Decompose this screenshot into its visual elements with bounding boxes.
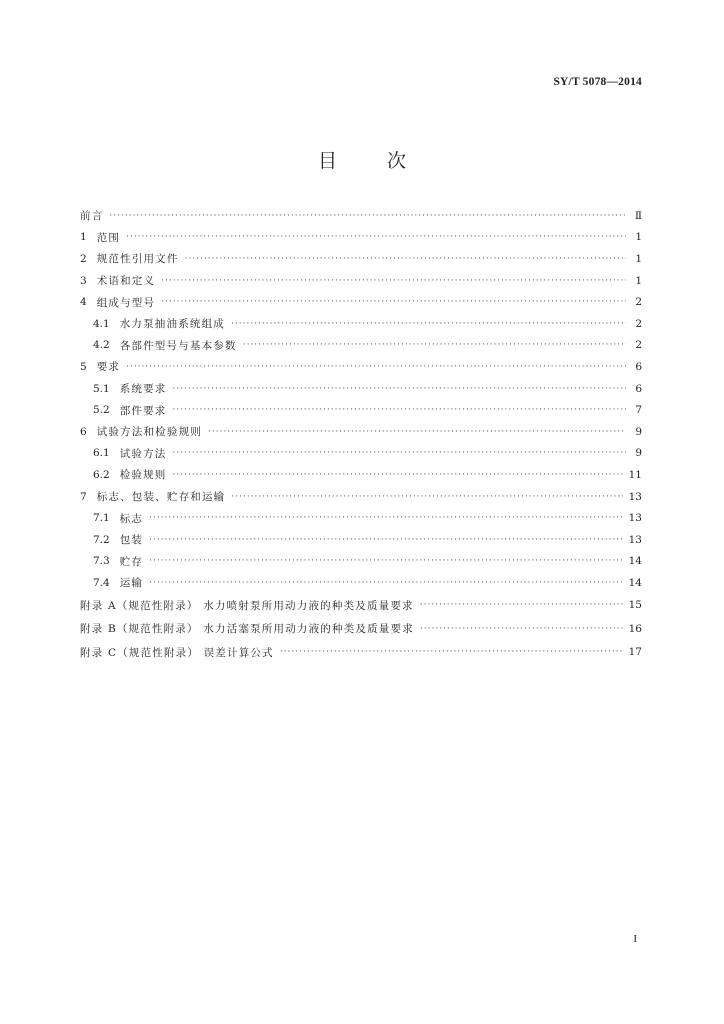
- toc-entry-page: 13: [628, 512, 642, 525]
- toc-entry-title: 前言: [80, 210, 104, 223]
- toc-entry[interactable]: [80, 291, 642, 313]
- toc-leader-dots: [126, 362, 626, 372]
- toc-entry[interactable]: [80, 227, 642, 249]
- toc-entry-number: 3: [80, 274, 87, 287]
- toc-entry-number: 6: [80, 425, 87, 438]
- toc-entry[interactable]: [80, 486, 642, 508]
- toc-leader-dots: [149, 535, 623, 545]
- toc-entry-page: Ⅱ: [634, 209, 642, 222]
- toc-leader-dots: [173, 405, 626, 415]
- toc-entry-page: 13: [628, 490, 642, 503]
- toc-leader-dots: [185, 254, 626, 264]
- toc-leader-dots: [126, 232, 626, 242]
- toc-entry-number: 7.1: [93, 512, 110, 525]
- toc-entry[interactable]: [80, 270, 642, 292]
- toc-leader-dots: [243, 340, 626, 350]
- toc-entry-page: 16: [628, 622, 642, 635]
- toc-leader-dots: [149, 556, 623, 566]
- toc-entry-page: 9: [635, 447, 642, 460]
- toc-entry-page: 9: [635, 425, 642, 438]
- toc-entry-title: 各部件型号与基本参数: [119, 339, 237, 352]
- toc-entry-title: 标志: [119, 512, 144, 525]
- toc-entry-number: 1: [80, 231, 87, 244]
- toc-entry[interactable]: [80, 464, 642, 486]
- toc-entry-title: 附录 B（规范性附录） 水力活塞泵所用动力液的种类及质量要求: [80, 623, 414, 636]
- toc-entry-title: 包装: [119, 534, 144, 547]
- toc-leader-dots: [280, 647, 623, 657]
- toc-entry-number: 5.1: [93, 382, 110, 395]
- toc-entry-title: 范围: [96, 231, 121, 244]
- toc-leader-dots: [173, 448, 626, 458]
- toc-entry-page: 6: [635, 360, 642, 373]
- toc-entry[interactable]: [80, 641, 642, 665]
- standard-code: SY/T 5078—2014: [553, 76, 642, 88]
- toc-entry[interactable]: [80, 551, 642, 573]
- toc-entry-page: 1: [635, 231, 642, 244]
- toc-entry-page: 13: [628, 533, 642, 546]
- toc-leader-dots: [173, 384, 626, 394]
- toc-entry[interactable]: [80, 421, 642, 443]
- toc-leader-dots: [420, 624, 623, 634]
- toc-entry-number: 6.2: [93, 468, 110, 481]
- page-title: [0, 146, 724, 173]
- toc-entry-title: 试验方法: [119, 447, 167, 460]
- toc-entry[interactable]: [80, 443, 642, 465]
- toc-entry-number: 2: [80, 252, 87, 265]
- toc-entry[interactable]: [80, 205, 642, 227]
- toc-entry-number: 7.4: [93, 576, 110, 589]
- toc-leader-dots: [420, 600, 623, 610]
- toc-entry[interactable]: [80, 356, 642, 378]
- toc-entry-number: 7: [80, 490, 87, 503]
- toc-entry-number: 7.2: [93, 533, 110, 546]
- toc-entry-number: 4: [80, 296, 87, 309]
- toc-entry-title: 试验方法和检验规则: [96, 426, 202, 439]
- toc-entry-number: 5.2: [93, 404, 110, 417]
- toc-entry[interactable]: [80, 594, 642, 618]
- toc-entry-title: 附录 C（规范性附录） 误差计算公式: [80, 646, 274, 659]
- toc-entry-title: 系统要求: [119, 383, 167, 396]
- toc-entry-page: 6: [635, 382, 642, 395]
- toc-leader-dots: [109, 211, 626, 221]
- toc-entry[interactable]: [80, 335, 642, 357]
- toc-entry-page: 2: [635, 317, 642, 330]
- toc-entry[interactable]: [80, 378, 642, 400]
- toc-entry-title: 规范性引用文件: [96, 253, 179, 266]
- toc-leader-dots: [208, 427, 626, 437]
- toc-entry-number: 6.1: [93, 447, 110, 460]
- toc-entry-number: 4.2: [93, 339, 110, 352]
- toc-leader-dots: [149, 578, 623, 588]
- toc-entry[interactable]: [80, 617, 642, 641]
- toc-entry[interactable]: [80, 399, 642, 421]
- toc-leader-dots: [231, 492, 622, 502]
- toc-entry[interactable]: [80, 313, 642, 335]
- toc-entry-number: 4.1: [93, 317, 110, 330]
- toc-entry-page: 1: [635, 274, 642, 287]
- toc-entry-title: 附录 A（规范性附录） 水力喷射泵所用动力液的种类及质量要求: [80, 599, 414, 612]
- toc-entry-page: 2: [635, 296, 642, 309]
- toc-entry-title: 贮存: [119, 555, 144, 568]
- toc-leader-dots: [161, 297, 626, 307]
- title-char-1: 目: [317, 150, 337, 172]
- toc-entry-page: 7: [635, 404, 642, 417]
- toc-entry[interactable]: [80, 248, 642, 270]
- title-char-2: 次: [387, 150, 407, 172]
- toc-leader-dots: [161, 276, 626, 286]
- toc-entry-title: 组成与型号: [96, 296, 156, 309]
- toc-leader-dots: [173, 470, 623, 480]
- toc-entry-number: 7.3: [93, 555, 110, 568]
- toc-entry-title: 水力泵抽油系统组成: [119, 318, 226, 331]
- toc-leader-dots: [149, 513, 623, 523]
- toc-entry-title: 检验规则: [119, 469, 167, 482]
- toc-entry-title: 部件要求: [119, 404, 167, 417]
- toc-entry-page: 15: [628, 599, 642, 612]
- toc-entry-title: 标志、包装、贮存和运输: [96, 491, 226, 504]
- toc-entry-title: 要求: [96, 361, 121, 374]
- toc-entry-page: 1: [635, 252, 642, 265]
- toc-entry-title: 运输: [119, 577, 144, 590]
- toc-entry[interactable]: [80, 572, 642, 594]
- page-number: I: [633, 933, 637, 945]
- toc-entry-page: 2: [635, 339, 642, 352]
- toc-entry-title: 术语和定义: [96, 275, 156, 288]
- toc-entry-page: 11: [628, 468, 642, 481]
- toc-entry-page: 14: [628, 555, 642, 568]
- toc-entry-number: 5: [80, 360, 87, 373]
- toc-entry-page: 14: [628, 576, 642, 589]
- table-of-contents: [80, 205, 642, 664]
- toc-entry-page: 17: [628, 646, 642, 659]
- toc-entry[interactable]: [80, 507, 642, 529]
- toc-entry[interactable]: [80, 529, 642, 551]
- toc-leader-dots: [231, 319, 626, 329]
